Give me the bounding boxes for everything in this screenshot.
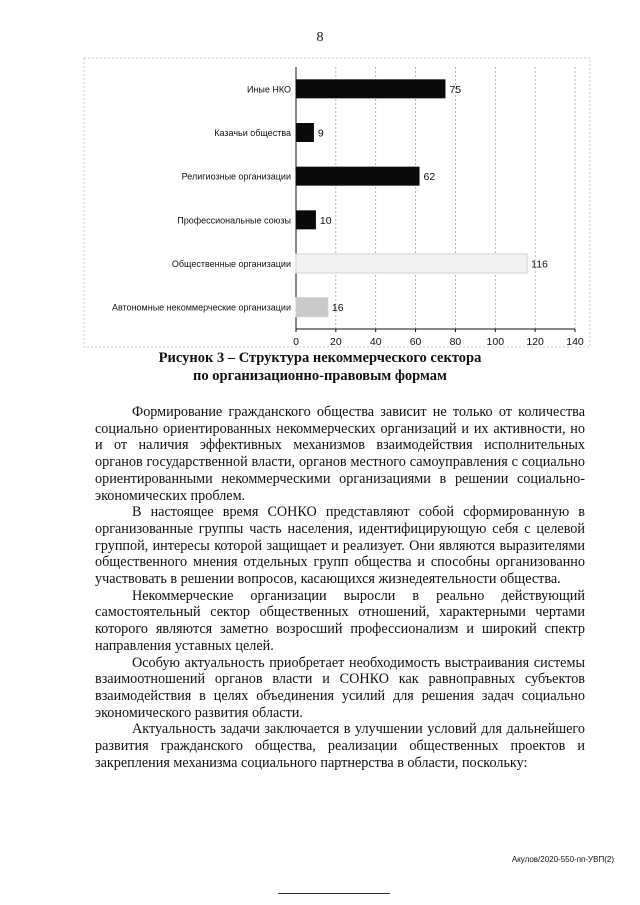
bar xyxy=(296,210,316,229)
figure-caption xyxy=(0,349,640,385)
data-label: 10 xyxy=(319,214,332,227)
category-label: Казачьи общества xyxy=(214,128,291,138)
x-tick-label: 40 xyxy=(369,336,382,348)
category-label: Профессиональные союзы xyxy=(177,215,291,226)
paragraph-5: Актуальность задачи заключается в улучшении условий для дальнейшего развития гражданского общества, реализации общественных проектов и закрепления механизма социального партнерства в области, поскольку: xyxy=(95,721,585,771)
caption-line-1: Рисунок 3 – Структура некоммерческого сектора xyxy=(158,350,482,366)
paragraph-3: Некоммерческие организации выросли в реально действующий самостоятельный сектор общественных отношений, характерными чертами которого являются заметно возросший профессионализм и широкий спектр направления уставных целей. xyxy=(95,587,585,654)
paragraph-2: В настоящее время СОНКО представляют собой сформированную в организованные группы часть населения, идентифицирующую себя с целевой группой, интересы которой защищает и реализует. Они являются выразителями общественного мнения отдельных групп общества и способны организованно участвовать в решении вопросов, касающихся жизнедеятельности общества. xyxy=(95,504,585,588)
bar xyxy=(296,298,328,317)
paragraph-1: Формирование гражданского общества зависит не только от количества социально ориентированных некоммерческих организаций и их активности, но и от наличия эффективных механизмов взаимодействия исполнительных органов государственной власти, органов местного самоуправления с социально ориентированными некоммерческими организациями в решении социально-экономических проблем. xyxy=(95,404,585,504)
caption-line-2: по организационно-правовым формам xyxy=(193,368,447,384)
bar xyxy=(296,167,420,186)
page-number: 8 xyxy=(316,30,324,45)
x-tick-label: 120 xyxy=(526,336,544,348)
category-label: Автономные некоммерческие организации xyxy=(111,302,291,313)
document-code: Акулов/2020-550-пп-УВП(2) xyxy=(511,855,614,864)
category-label: Иные НКО xyxy=(246,84,291,95)
category-label: Общественные организации xyxy=(171,259,291,269)
x-tick-label: 20 xyxy=(330,336,342,348)
bar xyxy=(296,79,445,98)
x-tick-label: 80 xyxy=(449,336,462,348)
x-tick-label: 0 xyxy=(293,336,299,348)
x-tick-label: 140 xyxy=(566,336,584,348)
body-text xyxy=(95,404,585,771)
bar xyxy=(296,123,314,142)
x-tick-label: 60 xyxy=(409,336,422,348)
footer-line xyxy=(278,893,390,894)
data-label: 62 xyxy=(423,171,436,184)
paragraph-4: Особую актуальность приобретает необходимость выстраивания системы взаимоотношений органов власти и СОНКО как равноправных субъектов взаимодействия в целях объединения усилий для решения задач социально экономического развития области. xyxy=(95,654,585,721)
data-label: 75 xyxy=(449,83,462,96)
data-label: 116 xyxy=(531,258,548,271)
category-label: Религиозные организации xyxy=(181,171,291,182)
data-label: 16 xyxy=(331,302,344,315)
bar xyxy=(296,254,527,273)
x-tick-label: 100 xyxy=(486,336,505,348)
bar-chart xyxy=(0,0,640,360)
data-label: 9 xyxy=(317,127,324,140)
